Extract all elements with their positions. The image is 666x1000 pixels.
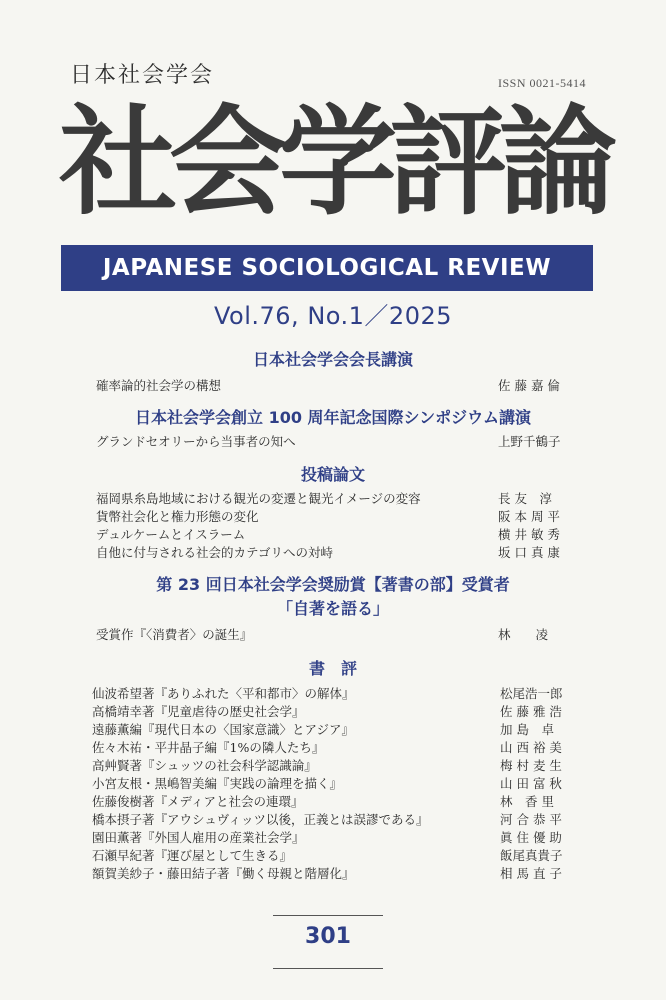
english-title-banner: JAPANESE SOCIOLOGICAL REVIEW <box>61 245 593 291</box>
issn-number: ISSN 0021-5414 <box>498 76 587 90</box>
entry-author: 上野千鶴子 <box>498 434 561 449</box>
toc-entry <box>96 377 580 395</box>
section-heading-reviews: 書 評 <box>308 659 357 678</box>
section-subheading-award: 「自著を語る」 <box>276 599 389 618</box>
entry-author: 横 井 敏 秀 <box>498 527 560 542</box>
journal-title: 社会学評論 <box>58 92 609 231</box>
toc-entry <box>96 490 580 508</box>
entry-title: 額賀美紗子・藤田結子著『働く母親と階層化』 <box>92 866 355 881</box>
volume-info: Vol.76, No.1／2025 <box>213 302 453 330</box>
entry-author: 河 合 恭 平 <box>500 812 562 827</box>
toc-entry <box>96 526 580 544</box>
toc-entry <box>92 775 576 793</box>
section-heading-presidential: 日本社会学会会長講演 <box>252 350 413 369</box>
toc-entry <box>96 433 580 451</box>
section-heading-symposium: 日本社会学会創立 100 周年記念国際シンポジウム講演 <box>135 408 531 427</box>
entry-author: 長 友 淳 <box>498 491 552 506</box>
entry-title: 貨幣社会化と権力形態の変化 <box>96 509 259 524</box>
entry-author: 阪 本 周 平 <box>498 509 560 524</box>
entry-author: 林 香 里 <box>500 794 554 809</box>
entry-title: 石瀬早紀著『運び屋として生きる』 <box>92 848 293 863</box>
entry-title: 園田薫著『外国人雇用の産業社会学』 <box>92 830 305 845</box>
toc-entry <box>96 626 580 644</box>
entry-title: 確率論的社会学の構想 <box>96 378 222 393</box>
entry-title: 受賞作『〈消費者〉の誕生』 <box>96 627 253 642</box>
toc-entry <box>92 703 576 721</box>
section-heading-articles: 投稿論文 <box>300 465 365 484</box>
entry-title: 佐々木祐・平井晶子編『1%の隣人たち』 <box>92 740 325 755</box>
entry-author: 山 田 富 秋 <box>500 776 562 791</box>
entry-title: 自他に付与される社会的カテゴリへの対峙 <box>96 545 334 560</box>
toc-entry <box>96 508 580 526</box>
entry-author: 佐 藤 嘉 倫 <box>498 378 560 393</box>
entry-title: グランドセオリーから当事者の知へ <box>96 434 296 449</box>
entry-author: 眞 住 優 助 <box>500 830 562 845</box>
entry-author: 梅 村 麦 生 <box>500 758 562 773</box>
toc-entry <box>92 685 576 703</box>
toc-entry <box>92 793 576 811</box>
entry-title: 小宮友根・黒嶋智美編『実践の論理を描く』 <box>92 776 343 791</box>
toc-entry <box>92 811 576 829</box>
entry-author: 林 凌 <box>498 627 549 642</box>
toc-entry <box>92 829 576 847</box>
entry-title: 橋本摂子著『アウシュヴィッツ以後，正義とは誤謬である』 <box>92 812 429 827</box>
page-number: 301 <box>305 924 351 949</box>
toc-entry <box>92 757 576 775</box>
section-heading-award: 第 23 回日本社会学会奨励賞【著書の部】受賞者 <box>156 575 510 594</box>
entry-title: 遠藤薫編『現代日本の〈国家意識〉とアジア』 <box>92 722 355 737</box>
entry-author: 坂 口 真 康 <box>498 545 560 560</box>
entry-title: 高橋靖幸著『児童虐待の歴史社会学』 <box>92 704 305 719</box>
entry-author: 佐 藤 雅 浩 <box>500 704 562 719</box>
entry-title: 福岡県糸島地域における観光の変遷と観光イメージの変容 <box>96 491 421 506</box>
page-number-box <box>273 915 383 969</box>
entry-author: 飯尾真貴子 <box>500 848 563 863</box>
toc-entry <box>92 721 576 739</box>
entry-title: デュルケームとイスラーム <box>96 527 246 542</box>
toc-entry <box>96 544 580 562</box>
entry-author: 松尾浩一郎 <box>500 686 563 701</box>
society-name: 日本社会学会 <box>70 63 215 88</box>
entry-author: 山 西 裕 美 <box>500 740 562 755</box>
entry-author: 相 馬 直 子 <box>500 866 562 881</box>
toc-entry <box>92 739 576 757</box>
entry-author: 加 島 卓 <box>500 722 554 737</box>
entry-title: 高艸賢著『シュッツの社会科学認識論』 <box>92 758 317 773</box>
toc-entry <box>92 865 576 883</box>
entry-title: 仙波希望著『ありふれた〈平和都市〉の解体』 <box>92 686 355 701</box>
toc-entry <box>92 847 576 865</box>
entry-title: 佐藤俊樹著『メディアと社会の連環』 <box>92 794 304 809</box>
